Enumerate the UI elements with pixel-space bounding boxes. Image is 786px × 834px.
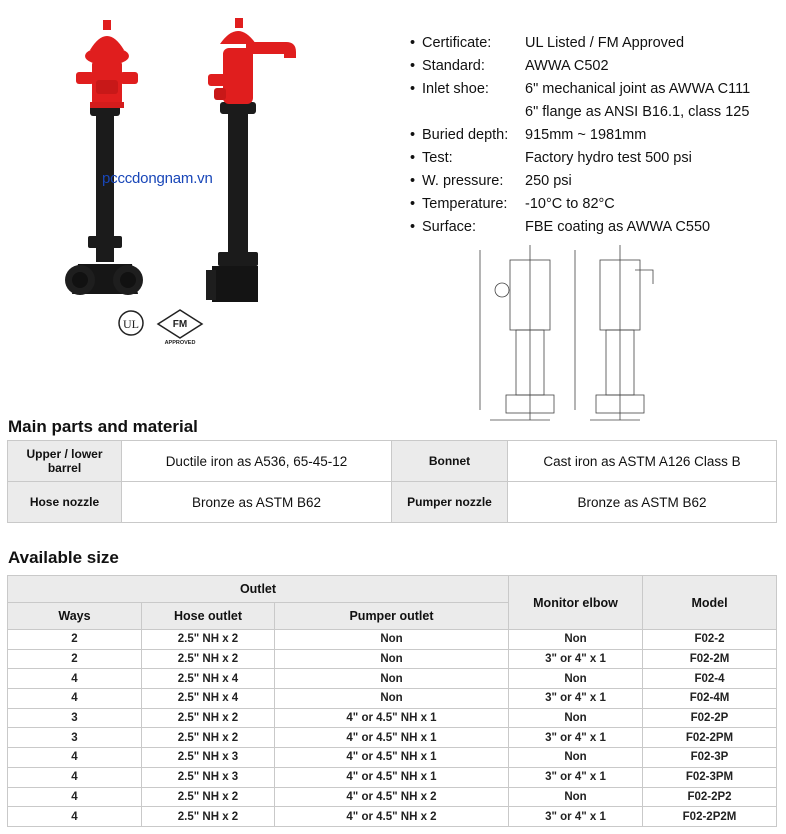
dimension-drawing-left [480,245,554,420]
model-cell: F02-2P [643,708,777,728]
ways-cell: 2 [8,630,142,650]
spec-value: FBE coating as AWWA C550 [525,219,711,235]
materials-table [7,440,777,523]
monitor-elbow-cell: Non [509,708,643,728]
table-row [8,708,777,728]
spec-value: 6" flange as ANSI B16.1, class 125 [525,104,750,120]
part-material: Ductile iron as A536, 65-45-12 [122,441,392,482]
pumper-outlet-cell: Non [275,630,509,650]
spec-row [410,216,750,239]
spec-label [422,101,525,124]
hose-outlet-cell: 2.5" NH x 2 [142,787,275,807]
dimension-drawings [470,240,670,430]
monitor-elbow-cell: Non [509,748,643,768]
spec-row [410,170,750,193]
hose-outlet-cell: 2.5" NH x 4 [142,669,275,689]
hose-outlet-cell: 2.5" NH x 2 [142,649,275,669]
ways-cell: 3 [8,708,142,728]
spec-value: UL Listed / FM Approved [525,35,685,51]
spec-value: Factory hydro test 500 psi [525,150,692,166]
hose-outlet-header: Hose outlet [142,603,275,630]
specifications-list [410,32,750,239]
pumper-outlet-cell: Non [275,649,509,669]
ways-cell: 4 [8,689,142,709]
table-row [8,482,777,523]
hydrant-right-illustration [206,18,296,302]
pumper-outlet-cell: Non [275,689,509,709]
model-cell: F02-4 [643,669,777,689]
bullet-icon: • [410,173,416,189]
model-cell: F02-2M [643,649,777,669]
pumper-outlet-header: Pumper outlet [275,603,509,630]
ways-cell: 2 [8,649,142,669]
bullet-icon [410,101,422,124]
monitor-elbow-cell: 3" or 4" x 1 [509,807,643,827]
table-row [8,669,777,689]
pumper-outlet-cell: 4" or 4.5" NH x 1 [275,767,509,787]
dimension-drawing-right [575,245,653,420]
table-row [8,767,777,787]
monitor-header: Monitor elbow [509,576,643,630]
model-cell: F02-2P2M [643,807,777,827]
spec-label: W. pressure: [422,173,504,189]
monitor-elbow-cell: 3" or 4" x 1 [509,649,643,669]
spec-row [410,78,750,101]
model-cell: F02-2PM [643,728,777,748]
model-cell: F02-2P2 [643,787,777,807]
spec-label: Certificate: [422,35,492,51]
bullet-icon: • [410,81,416,97]
spec-row [410,147,750,170]
bullet-icon: • [410,58,416,74]
hose-outlet-cell: 2.5" NH x 2 [142,807,275,827]
part-material: Bronze as ASTM B62 [508,482,777,523]
svg-text:APPROVED: APPROVED [164,340,196,346]
spec-label: Inlet shoe: [422,81,489,97]
ways-cell: 3 [8,728,142,748]
table-row [8,441,777,482]
part-label: Hose nozzle [8,482,122,523]
spec-value: 250 psi [525,173,572,189]
spec-value: -10°C to 82°C [525,196,615,212]
ways-cell: 4 [8,669,142,689]
part-material: Cast iron as ASTM A126 Class B [508,441,777,482]
bullet-icon: • [410,35,416,51]
available-size-title: Available size [8,548,119,567]
monitor-elbow-cell: Non [509,669,643,689]
monitor-elbow-cell: 3" or 4" x 1 [509,767,643,787]
svg-text:UL: UL [123,317,139,331]
table-row [8,630,777,650]
hose-outlet-cell: 2.5" NH x 4 [142,689,275,709]
size-table [7,575,777,827]
spec-value: 6" mechanical joint as AWWA C111 [525,81,751,97]
bullet-icon: • [410,150,416,166]
pumper-outlet-cell: 4" or 4.5" NH x 1 [275,728,509,748]
spec-label: Temperature: [422,196,508,212]
spec-row [410,101,750,124]
monitor-elbow-cell: 3" or 4" x 1 [509,728,643,748]
ways-header: Ways [8,603,142,630]
model-cell: F02-4M [643,689,777,709]
table-row [8,807,777,827]
spec-value: 915mm ~ 1981mm [525,127,647,143]
table-row [8,787,777,807]
fm-approved-logo [158,310,202,346]
model-cell: F02-3P [643,748,777,768]
table-row [8,728,777,748]
pumper-outlet-cell: 4" or 4.5" NH x 1 [275,708,509,728]
table-row [8,748,777,768]
spec-label: Buried depth: [422,127,509,143]
spec-row [410,32,750,55]
spec-label: Test: [422,150,453,166]
bullet-icon: • [410,219,416,235]
spec-label: Standard: [422,58,485,74]
pumper-outlet-cell: 4" or 4.5" NH x 2 [275,787,509,807]
part-material: Bronze as ASTM B62 [122,482,392,523]
main-parts-title: Main parts and material [8,417,198,436]
ways-cell: 4 [8,787,142,807]
bullet-icon: • [410,127,416,143]
part-label: Upper / lower barrel [8,441,122,482]
watermark-text: pcccdongnam.vn [102,170,213,187]
monitor-elbow-cell: Non [509,787,643,807]
part-label: Pumper nozzle [392,482,508,523]
pumper-outlet-cell: 4" or 4.5" NH x 1 [275,748,509,768]
monitor-elbow-cell: 3" or 4" x 1 [509,689,643,709]
part-label: Bonnet [392,441,508,482]
hose-outlet-cell: 2.5" NH x 2 [142,630,275,650]
ways-cell: 4 [8,748,142,768]
spec-label: Surface: [422,219,476,235]
pumper-outlet-cell: 4" or 4.5" NH x 2 [275,807,509,827]
svg-text:FM: FM [172,319,188,330]
bullet-icon: • [410,196,416,212]
hose-outlet-cell: 2.5" NH x 3 [142,748,275,768]
spec-value: AWWA C502 [525,58,609,74]
ways-cell: 4 [8,767,142,787]
spec-row [410,55,750,78]
model-cell: F02-2 [643,630,777,650]
hose-outlet-cell: 2.5" NH x 2 [142,728,275,748]
hose-outlet-cell: 2.5" NH x 2 [142,708,275,728]
model-cell: F02-3PM [643,767,777,787]
hydrant-left-illustration [65,20,143,295]
hose-outlet-cell: 2.5" NH x 3 [142,767,275,787]
monitor-elbow-cell: Non [509,630,643,650]
table-row [8,689,777,709]
certification-logos [118,306,228,346]
ways-cell: 4 [8,807,142,827]
outlet-header: Outlet [8,576,509,603]
spec-row [410,124,750,147]
model-header: Model [643,576,777,630]
pumper-outlet-cell: Non [275,669,509,689]
table-row [8,649,777,669]
ul-logo [119,311,143,335]
spec-row [410,193,750,216]
